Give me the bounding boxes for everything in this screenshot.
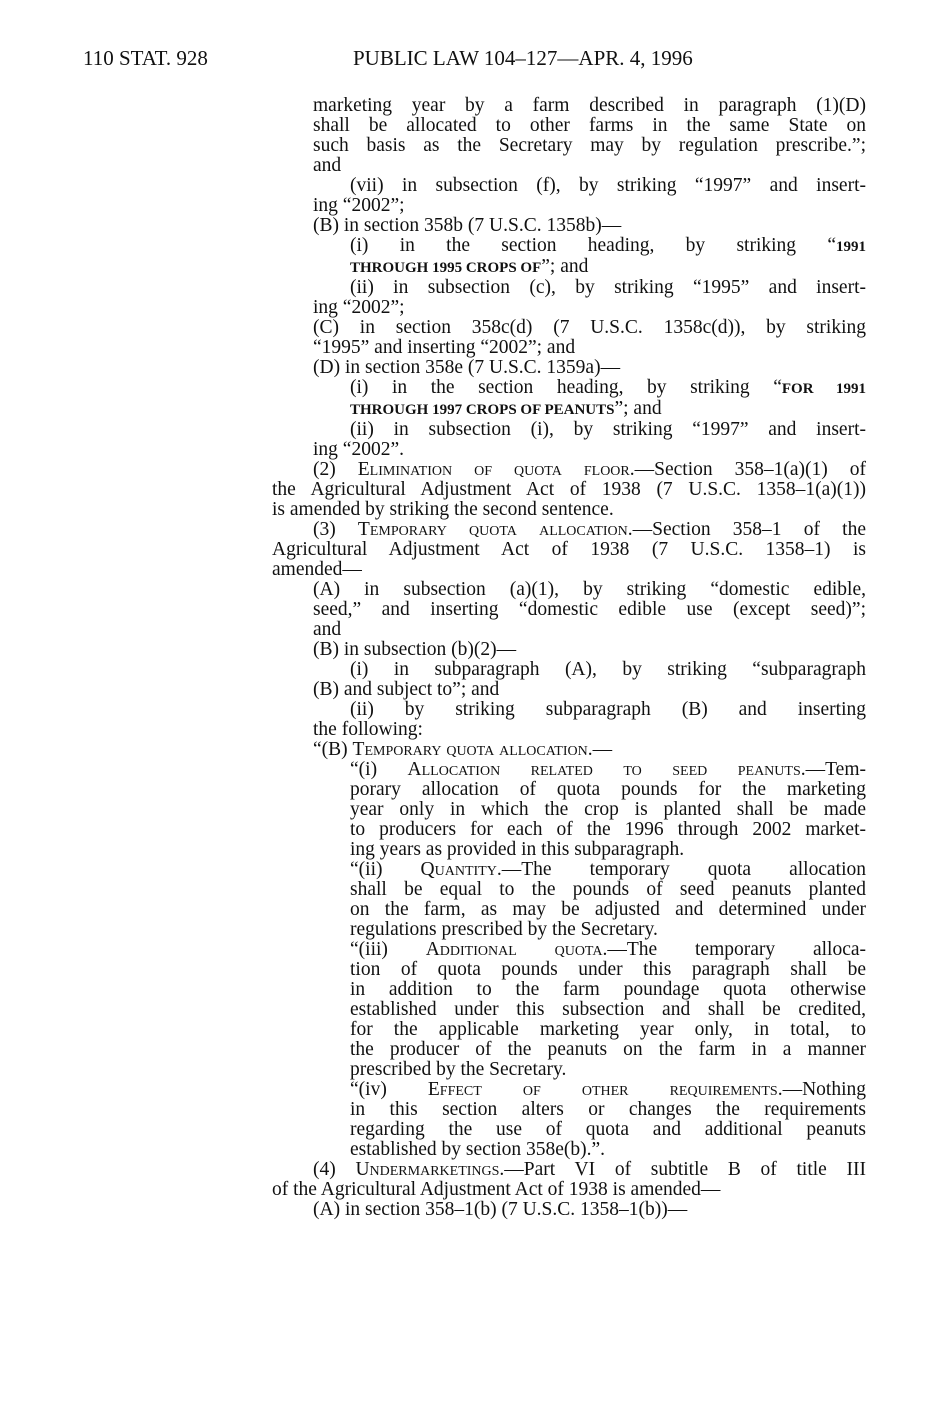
text-span: (i) in the section heading, by striking “ <box>350 235 836 256</box>
text-line: established by section 358e(b).”. <box>350 1139 606 1160</box>
text-line: seed,” and inserting “domestic edible use (except seed)”; <box>313 599 866 620</box>
text-line <box>272 860 866 880</box>
text-line <box>272 740 866 760</box>
text-line: (A) in section 358–1(b) (7 U.S.C. 1358–1(b))— <box>313 1199 688 1220</box>
text-line: (D) in section 358e (7 U.S.C. 1359a)— <box>313 357 621 378</box>
text-line: (C) in section 358c(d) (7 U.S.C. 1358c(d)), by striking <box>313 317 866 338</box>
text-line <box>272 1080 866 1100</box>
text-span: “(ii) <box>350 859 421 880</box>
text-line <box>272 940 866 960</box>
text-line: year only in which the crop is planted shall be made <box>350 799 866 820</box>
running-header: PUBLIC LAW 104–127—APR. 4, 1996 <box>353 46 693 70</box>
small-caps-heading: Effect of other requirements <box>427 1079 778 1100</box>
text-line: ing years as provided in this subparagraph. <box>350 839 685 860</box>
text-line: “1995” and inserting “2002”; and <box>313 337 576 358</box>
text-line: (ii) by striking subparagraph (B) and inserting <box>350 699 866 720</box>
text-line: ing “2002”; <box>313 195 405 216</box>
text-line: the following: <box>313 719 423 740</box>
text-line: for the applicable marketing year only, in total, to <box>350 1019 866 1040</box>
text-span: “(iii) <box>350 939 426 960</box>
text-line: and <box>313 155 342 176</box>
bold-heading-text: THROUGH 1997 CROPS OF PEANUTS <box>350 402 615 418</box>
text-line: (vii) in subsection (f), by striking “1997” and insert- <box>350 175 866 196</box>
text-span: “(i) <box>350 759 408 780</box>
text-line: to producers for each of the 1996 through 2002 market- <box>350 819 866 840</box>
bold-heading-text: THROUGH 1995 CROPS OF <box>350 260 542 276</box>
text-line <box>272 257 866 278</box>
text-line: ing “2002”. <box>313 439 404 460</box>
text-span: .—The temporary quota allocation <box>496 859 866 880</box>
text-line: ing “2002”; <box>313 297 405 318</box>
text-span: .—Tem- <box>800 759 866 780</box>
text-line <box>272 520 866 540</box>
text-span: “(B) <box>313 739 353 760</box>
text-span: .—Nothing <box>777 1079 866 1100</box>
text-span: ”; and <box>614 398 662 419</box>
text-line: in this section alters or changes the requirements <box>350 1099 866 1120</box>
text-line: porary allocation of quota pounds for the marketing <box>350 779 866 800</box>
text-span: (2) <box>313 459 358 480</box>
text-line: the producer of the peanuts on the farm in a manner <box>350 1039 866 1060</box>
text-line: and <box>313 619 342 640</box>
text-span: “(iv) <box>350 1079 428 1100</box>
text-span: .—Section 358–1(a)(1) of <box>629 459 866 480</box>
text-line: the Agricultural Adjustment Act of 1938 (7 U.S.C. 1358–1(a)(1)) <box>272 479 866 500</box>
text-line: tion of quota pounds under this paragraph shall be <box>350 959 866 980</box>
small-caps-heading: Allocation related to seed peanuts <box>407 759 801 780</box>
text-span: (i) in the section heading, by striking “ <box>350 377 782 398</box>
text-line <box>272 236 866 257</box>
text-span: .—The temporary alloca- <box>602 939 866 960</box>
text-line: such basis as the Secretary may by regulation prescribe.”; <box>313 135 866 156</box>
text-line: of the Agricultural Adjustment Act of 1938 is amended— <box>272 1179 721 1200</box>
statute-text-body <box>272 96 866 1220</box>
small-caps-heading: Undermarketings <box>355 1159 500 1180</box>
small-caps-heading: Elimination of quota floor <box>357 459 630 480</box>
text-line: (B) in section 358b (7 U.S.C. 1358b)— <box>313 215 622 236</box>
bold-heading-text: FOR 1991 <box>781 381 866 397</box>
text-span: .—Part VI of subtitle B of title III <box>499 1159 866 1180</box>
text-line: (i) in subparagraph (A), by striking “subparagraph <box>350 659 866 680</box>
text-line <box>272 1160 866 1180</box>
text-line: on the farm, as may be adjusted and determined under <box>350 899 866 920</box>
text-span: (3) <box>313 519 358 540</box>
text-line: (ii) in subsection (c), by striking “1995” and insert- <box>350 277 866 298</box>
text-line: (A) in subsection (a)(1), by striking “domestic edible, <box>313 579 866 600</box>
text-span: .— <box>587 739 613 760</box>
text-line: in addition to the farm poundage quota otherwise <box>350 979 866 1000</box>
text-span: ”; and <box>541 256 589 277</box>
text-line <box>272 378 866 399</box>
small-caps-heading: Additional quota <box>425 939 603 960</box>
text-line: regarding the use of quota and additional peanuts <box>350 1119 866 1140</box>
small-caps-heading: Temporary quota allocation <box>352 739 588 760</box>
text-span: .—Section 358–1 of the <box>627 519 866 540</box>
text-line: amended— <box>272 559 362 580</box>
statute-page-citation: 110 STAT. 928 <box>83 46 208 70</box>
bold-heading-text: 1991 <box>836 239 866 255</box>
text-line: regulations prescribed by the Secretary. <box>350 919 658 940</box>
text-line: (B) in subsection (b)(2)— <box>313 639 517 660</box>
text-line: prescribed by the Secretary. <box>350 1059 567 1080</box>
small-caps-heading: Quantity <box>420 859 497 880</box>
text-span: (4) <box>313 1159 356 1180</box>
text-line: shall be equal to the pounds of seed peanuts planted <box>350 879 866 900</box>
small-caps-heading: Temporary quota allocation <box>357 519 628 540</box>
text-line <box>272 460 866 480</box>
text-line: Agricultural Adjustment Act of 1938 (7 U.S.C. 1358–1) is <box>272 539 866 560</box>
text-line: established under this subsection and shall be credited, <box>350 999 866 1020</box>
text-line: marketing year by a farm described in paragraph (1)(D) <box>313 95 866 116</box>
text-line: (ii) in subsection (i), by striking “1997” and insert- <box>350 419 866 440</box>
text-line <box>272 399 866 420</box>
text-line: is amended by striking the second sentence. <box>272 499 614 520</box>
text-line: shall be allocated to other farms in the same State on <box>313 115 866 136</box>
text-line <box>272 760 866 780</box>
text-line: (B) and subject to”; and <box>313 679 500 700</box>
